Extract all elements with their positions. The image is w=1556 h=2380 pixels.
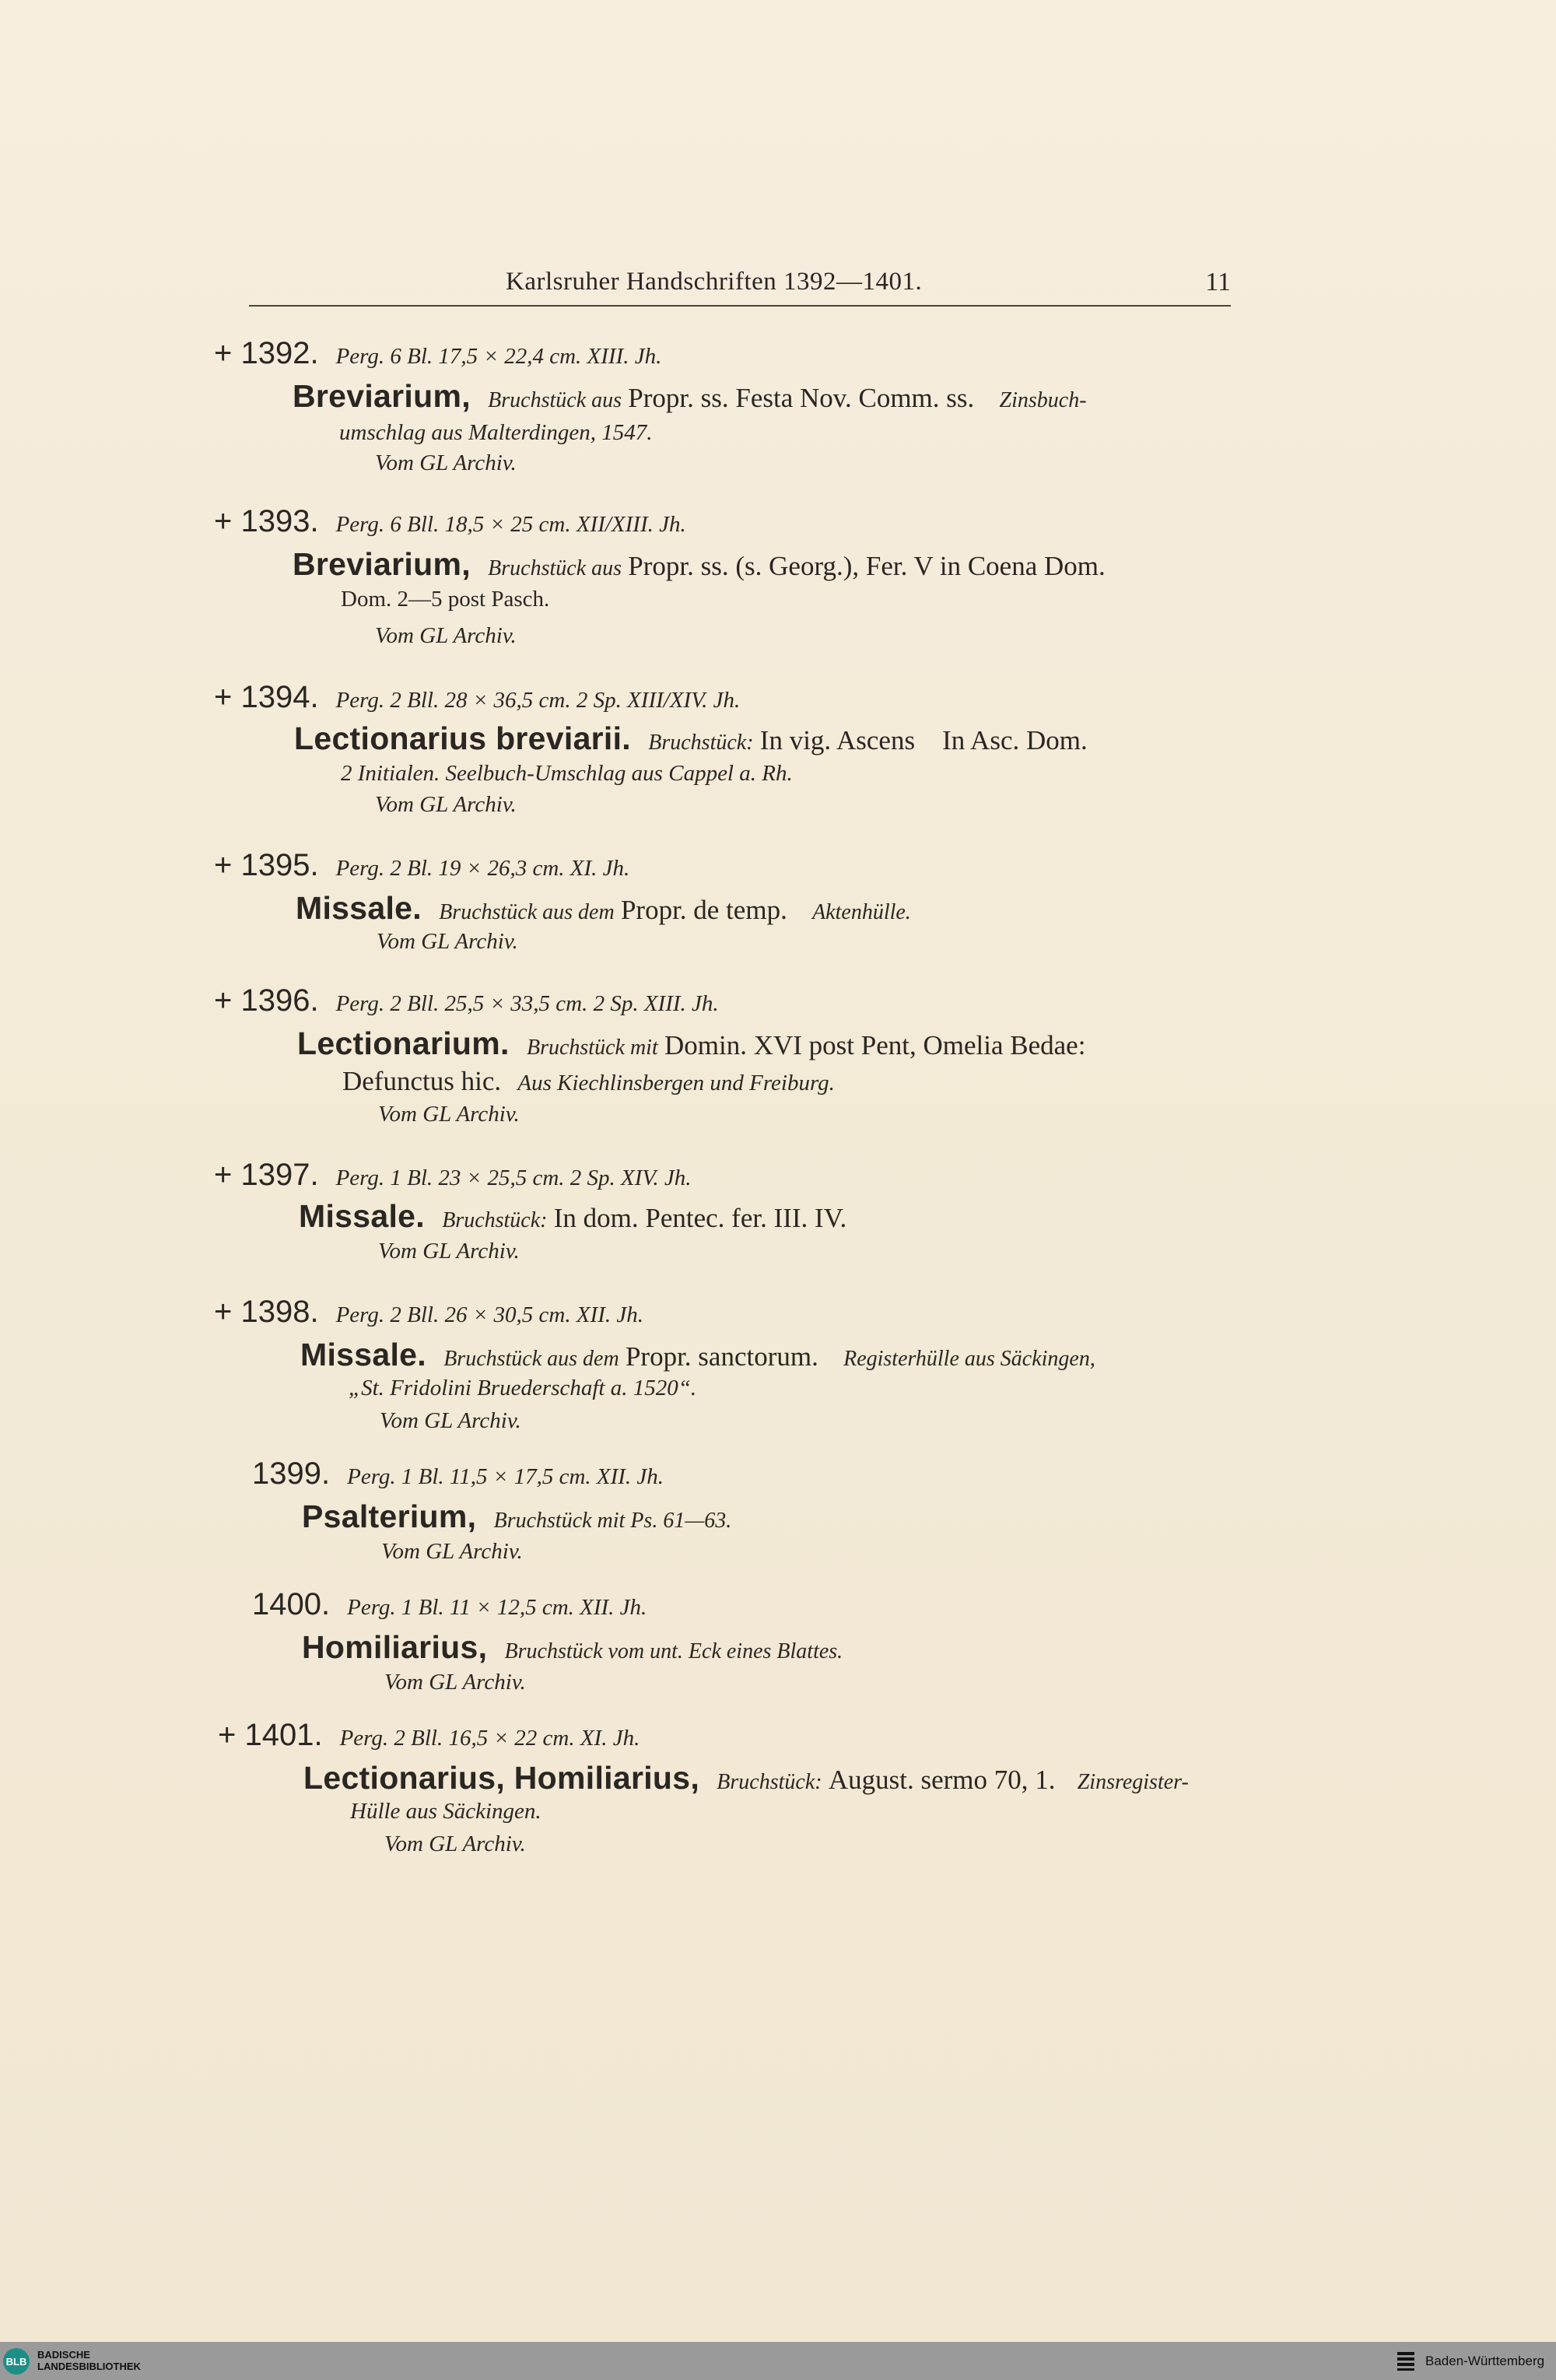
entry-number: + 1396. (214, 983, 319, 1018)
entry-desc: Propr. de temp. (620, 895, 787, 925)
entry-desc-tail: Zinsbuch- (999, 388, 1087, 412)
entry-title: Missale. (300, 1337, 426, 1372)
entry-meta: Perg. 6 Bll. 18,5 × 25 cm. XII/XIII. Jh. (335, 512, 686, 537)
entry-title: Breviarium, (293, 546, 471, 582)
entry-desc-small: Bruchstück mit Ps. 61—63. (493, 1509, 732, 1533)
entry-line2: 2 Initialen. Seelbuch-Umschlag aus Cappel a. Rh. (341, 761, 793, 786)
running-header (249, 263, 1231, 307)
entry-meta: Perg. 2 Bll. 25,5 × 33,5 cm. 2 Sp. XIII. Jh. (335, 991, 719, 1016)
entry-source: Vom GL Archiv. (380, 1408, 521, 1433)
entry-line2-tail: Aus Kiechlinsbergen und Freiburg. (517, 1071, 835, 1095)
entry-meta: Perg. 1 Bl. 11,5 × 17,5 cm. XII. Jh. (347, 1464, 664, 1489)
entry-desc: In vig. Ascens In Asc. Dom. (759, 725, 1088, 755)
entry-number: + 1398. (214, 1295, 319, 1329)
entry-desc: Domin. XVI post Pent, Omelia Bedae: (664, 1030, 1086, 1060)
entry-source: Vom GL Archiv. (384, 1670, 526, 1695)
entry-line2: umschlag aus Malterdingen, 1547. (339, 420, 653, 445)
entry-source: Vom GL Archiv. (377, 929, 518, 954)
entry-number: + 1392. (214, 336, 319, 370)
baden-wuerttemberg-crest-icon (1394, 2350, 1418, 2373)
entry-source: Vom GL Archiv. (375, 450, 517, 475)
entry-desc-small: Bruchstück aus (488, 388, 622, 412)
entry-desc: August. sermo 70, 1. (828, 1765, 1056, 1795)
entry-meta: Perg. 6 Bl. 17,5 × 22,4 cm. XIII. Jh. (335, 344, 662, 369)
entry-title: Homiliarius, (302, 1629, 488, 1665)
entry-source: Vom GL Archiv. (378, 1102, 520, 1127)
entry-line2: Dom. 2—5 post Pasch. (341, 587, 550, 612)
entry-desc-small: Bruchstück aus (488, 556, 622, 580)
entry-meta: Perg. 1 Bl. 11 × 12,5 cm. XII. Jh. (347, 1595, 647, 1620)
entry-desc-tail: Aktenhülle. (812, 900, 911, 924)
entry-number: + 1394. (214, 680, 319, 714)
entry-desc-small: Bruchstück aus dem (443, 1347, 619, 1371)
entry-desc: Propr. ss. Festa Nov. Comm. ss. (628, 383, 975, 413)
entry-desc-small: Bruchstück: (442, 1208, 548, 1232)
entry-meta: Perg. 2 Bll. 26 × 30,5 cm. XII. Jh. (335, 1302, 643, 1327)
entry-title: Lectionarius breviarii. (294, 720, 631, 756)
entry-title: Missale. (299, 1198, 425, 1234)
entry-desc-small: Bruchstück aus dem (439, 900, 615, 924)
entry-title: Lectionarius, Homiliarius, (303, 1760, 700, 1796)
entry-meta: Perg. 2 Bll. 28 × 36,5 cm. 2 Sp. XIII/XIV. Jh. (335, 688, 741, 713)
entry-title: Breviarium, (293, 378, 471, 414)
entry-desc-small: Bruchstück: (717, 1770, 822, 1794)
entry-line2: „St. Fridolini Bruederschaft a. 1520“. (349, 1376, 697, 1400)
entry-source: Vom GL Archiv. (375, 792, 517, 817)
header-title: Karlsruher Handschriften 1392—1401. (506, 268, 923, 296)
entry-title: Missale. (296, 890, 422, 926)
entry-meta: Perg. 2 Bl. 19 × 26,3 cm. XI. Jh. (335, 856, 630, 881)
entry-number: 1400. (252, 1587, 331, 1621)
page-number: 11 (1205, 268, 1231, 296)
entry-title: Psalterium, (302, 1498, 477, 1534)
entry-desc: Propr. sanctorum. (625, 1341, 818, 1372)
entry-number: + 1401. (218, 1718, 323, 1752)
blb-logo-icon[interactable]: BLB (3, 2348, 30, 2375)
entry-number: + 1393. (214, 504, 319, 538)
entry-desc: Propr. ss. (s. Georg.), Fer. V in Coena Dom. (628, 551, 1106, 581)
blb-library-name[interactable]: BADISCHE LANDESBIBLIOTHEK (37, 2349, 141, 2372)
entry-desc-small: Bruchstück mit (526, 1036, 658, 1060)
entry-title: Lectionarium. (297, 1025, 510, 1061)
entry-desc-tail: Zinsregister- (1077, 1770, 1189, 1794)
entry-source: Vom GL Archiv. (384, 1831, 526, 1856)
viewer-footer-bar (0, 2342, 1556, 2380)
entry-number: + 1397. (214, 1158, 319, 1192)
entry-desc: In dom. Pentec. fer. III. IV. (553, 1203, 847, 1233)
entry-desc-tail: Registerhülle aus Säckingen, (843, 1347, 1095, 1371)
entry-line2: Defunctus hic. (342, 1066, 502, 1096)
entry-number: 1399. (252, 1456, 331, 1491)
entry-meta: Perg. 1 Bl. 23 × 25,5 cm. 2 Sp. XIV. Jh. (335, 1165, 692, 1190)
entry-desc-small: Bruchstück vom unt. Eck eines Blattes. (504, 1639, 843, 1663)
entry-source: Vom GL Archiv. (381, 1539, 523, 1564)
entry-source: Vom GL Archiv. (375, 623, 517, 648)
entry-meta: Perg. 2 Bll. 16,5 × 22 cm. XI. Jh. (339, 1726, 640, 1751)
entry-number: + 1395. (214, 848, 319, 882)
entry-source: Vom GL Archiv. (378, 1239, 520, 1264)
entry-line2: Hülle aus Säckingen. (350, 1799, 541, 1824)
baden-wuerttemberg-label[interactable]: Baden-Württemberg (1425, 2354, 1545, 2368)
entry-desc-small: Bruchstück: (648, 731, 754, 755)
